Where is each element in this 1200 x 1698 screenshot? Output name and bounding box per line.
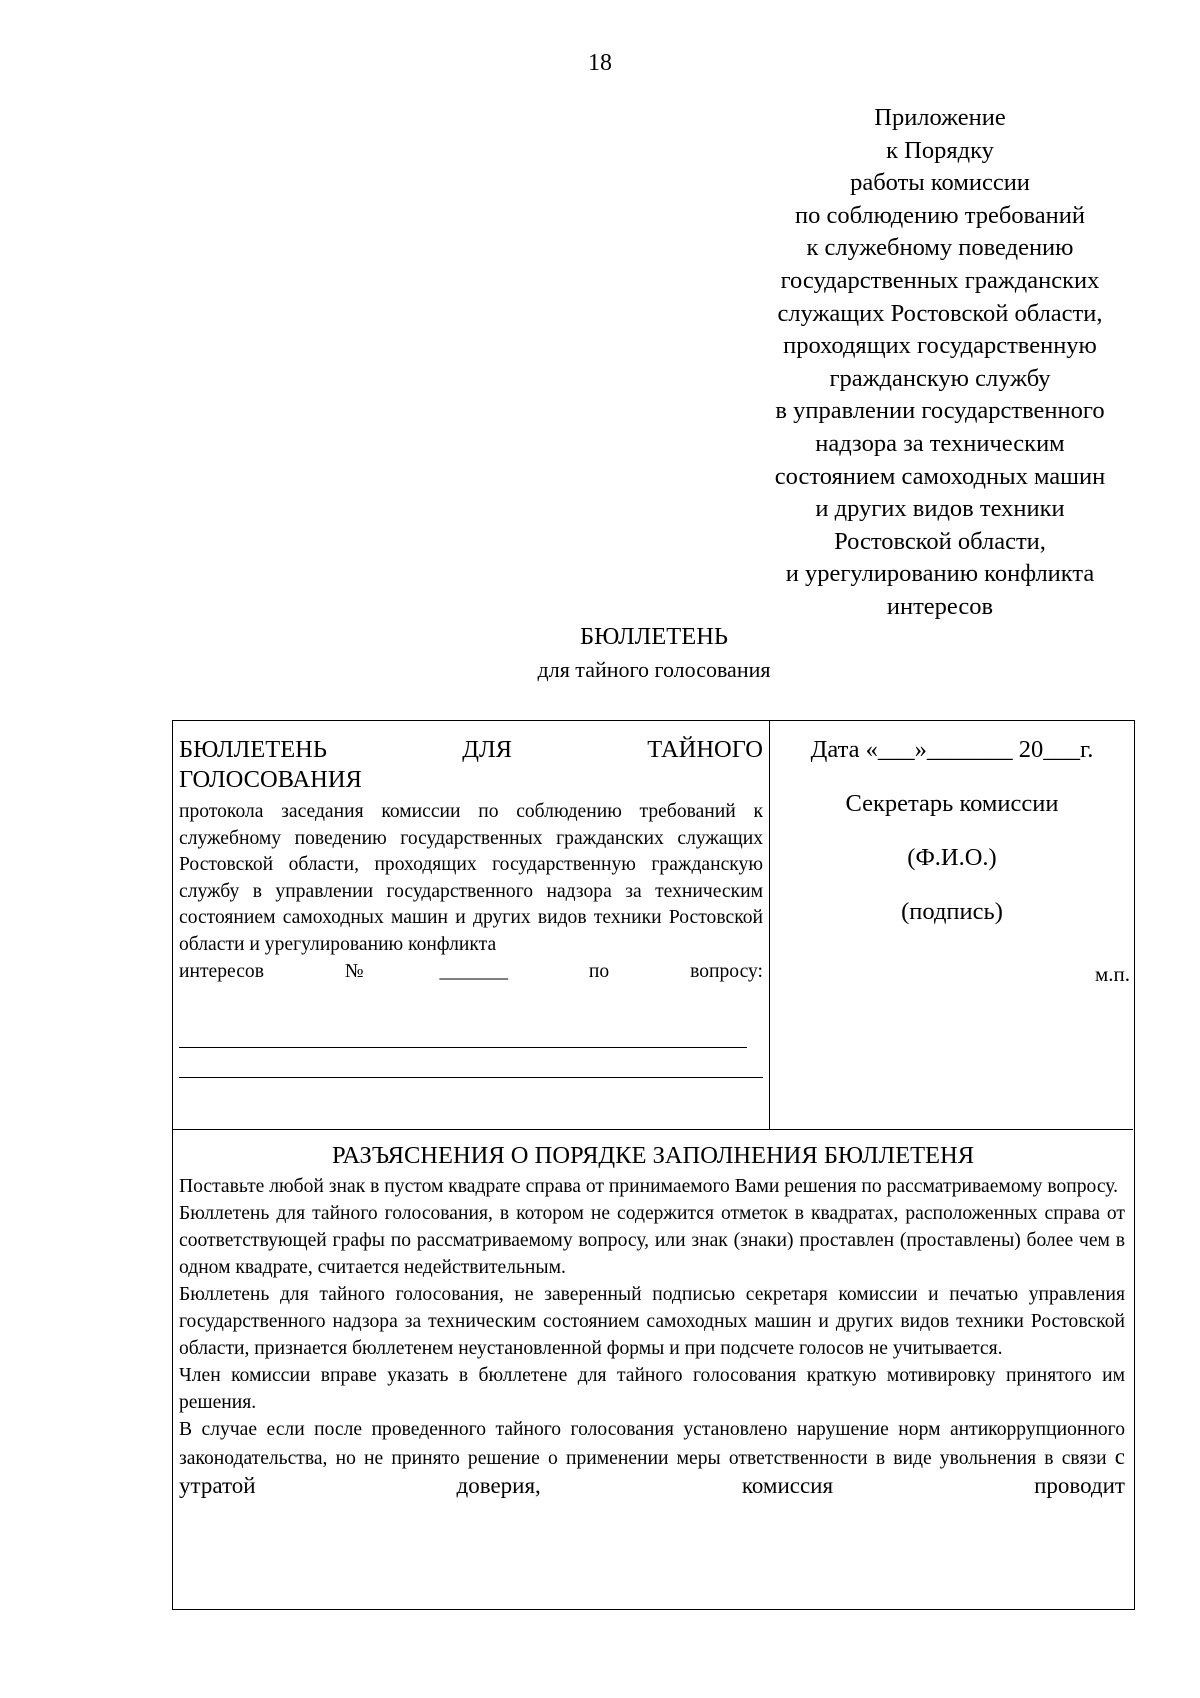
ballot-heading: БЮЛЛЕТЕНЬ xyxy=(580,623,728,650)
fio-label: (Ф.И.О.) xyxy=(907,844,997,871)
question-blank-line-2[interactable] xyxy=(179,1077,763,1078)
explanation-paragraph: Бюллетень для тайного голосования, не заверенный подписью секретаря комиссии и печатью управления государственного надзора за техническим состоянием самоходных машин и других видов техники Ростовской области, признается бюллетенем неустановленной формы и при подсчете голосов не учитывается. xyxy=(179,1284,1125,1359)
appendix-line: работы комиссии xyxy=(850,169,1030,197)
explanation-paragraph: Поставьте любой знак в пустом квадрате справа от принимаемого Вами решения по рассматриваемому вопросу. xyxy=(179,1176,1118,1197)
ballot-title-line2: ГОЛОСОВАНИЯ xyxy=(179,766,362,793)
appendix-line: Приложение xyxy=(874,104,1006,131)
explanations-cell xyxy=(173,1129,1133,1609)
stamp-mark: м.п. xyxy=(1094,962,1130,986)
explanation-paragraph: Член комиссии вправе указать в бюллетене для тайного голосования краткую мотивировку принятого им решения. xyxy=(179,1365,1125,1413)
secretary-label: Секретарь комиссии xyxy=(845,790,1059,817)
explanations-body xyxy=(179,1173,1125,1501)
ballot-body-text: протокола заседания комиссии по соблюдению требований к служебному поведению государственных гражданских служащих Ростовской области, проходящих государственную гражданскую службу в управлении государственного надзора за техническим состоянием самоходных машин и других видов техники Ростовской области и урегулированию конфликта xyxy=(179,801,763,955)
appendix-line: государственных гражданских xyxy=(780,266,1100,294)
appendix-line: Ростовской области, xyxy=(834,527,1046,555)
page-number: 18 xyxy=(588,50,612,76)
appendix-line: служащих Ростовской области, xyxy=(777,299,1103,327)
explanation-paragraph: Бюллетень для тайного голосования, в котором не содержится отметок в квадратах, расположенных справа от соответствующей графы по рассматриваемому вопросу, или знак (знаки) проставлен (проставлены) более чем в одном квадрате, считается недействительным. xyxy=(179,1203,1125,1278)
appendix-line: гражданскую службу xyxy=(829,364,1051,392)
appendix-line: интересов xyxy=(886,592,994,620)
appendix-line: состоянием самоходных машин xyxy=(774,462,1106,490)
ballot-body-last-line: интересов №_______ по вопросу: xyxy=(179,960,763,982)
appendix-line: проходящих государственную xyxy=(783,332,1097,360)
explanation-paragraph-last xyxy=(179,1416,1125,1501)
signature-label: (подпись) xyxy=(901,898,1003,925)
appendix-line: к служебному поведению xyxy=(806,234,1074,262)
appendix-line: в управлении государственного xyxy=(775,397,1105,425)
ballot-title: БЮЛЛЕТЕНЬ ДЛЯ ТАЙНОГО xyxy=(179,736,763,763)
explanations-title: РАЗЪЯСНЕНИЯ О ПОРЯДКЕ ЗАПОЛНЕНИЯ БЮЛЛЕТЕНЯ xyxy=(331,1142,975,1169)
question-blank-line-1[interactable] xyxy=(179,1047,747,1048)
appendix-line: и других видов техники xyxy=(815,495,1065,523)
date-field[interactable]: Дата «___»_______ 20___г. xyxy=(810,736,1094,763)
appendix-line: надзора за техническим xyxy=(815,429,1065,457)
ballot-subheading: для тайного голосования xyxy=(537,657,771,682)
appendix-block xyxy=(730,102,1150,624)
ballot-right-cell xyxy=(770,721,1134,1129)
ballot-left-cell xyxy=(173,721,770,1129)
explanation-last-start: В случае если после проведенного тайного голосования установлено нарушение норм антикоррупционного законодательства, но не принято решение о применении меры ответственности в виде увольнения в связи xyxy=(179,1419,1125,1469)
ballot-body xyxy=(179,799,763,985)
ballot-table xyxy=(172,720,1135,1610)
appendix-line: и урегулированию конфликта xyxy=(785,560,1095,588)
appendix-line: к Порядку xyxy=(886,136,994,164)
appendix-line: по соблюдению требований xyxy=(794,201,1086,229)
explanation-last-end: с утратой доверия, комиссия проводит xyxy=(179,1444,1125,1498)
